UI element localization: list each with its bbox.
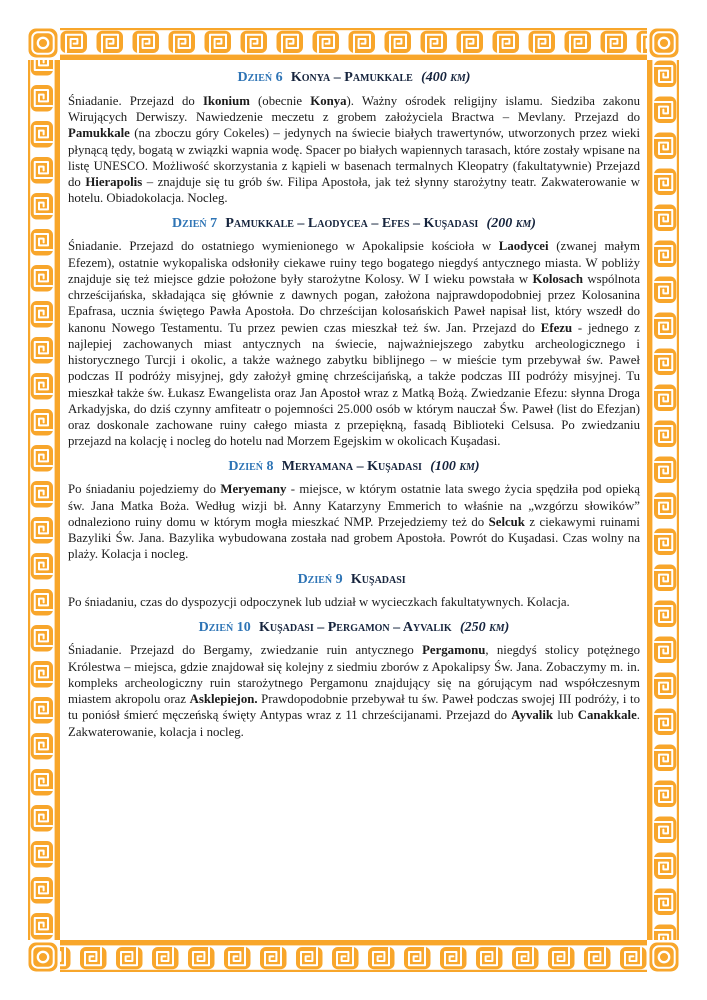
day-paragraph: Śniadanie. Przejazd do Bergamy, zwiedzanie ruin antycznego Pergamonu, niegdyś stolicy potężnego Królestwa – miejsca, gdzie znajdował się kolejny z siedmiu zborów z Apokalipsy Św. Jana. Zobaczymy m. in. kompleks archeologiczny ruin starożytnego Pergamonu znajdujący się na górującym nad współczesnym miastem akropolu oraz Asklepiejon. Prawdopodobnie przebywał tu św. Paweł podczas swojej III podróży, i to tu poniósł śmierć męczeńską święty Antypas wraz z 11 chrześcijanami. Przejazd do Ayvalik lub Canakkale. Zakwaterowanie, kolacja i nocleg.	[68, 643, 640, 739]
itinerary-content	[58, 58, 649, 940]
day-paragraph: Śniadanie. Przejazd do ostatniego wymienionego w Apokalipsie kościoła w Laodycei (zwanej małym Efezem), ostatnie wykopaliska odsłoniły ciekawe ruiny tego bogatego niegdyś antycznego miasta. W pobliży znajduje się też miejsce gdzie położone były starożytne Kolosy. W I wieku powstała w Kolosach wspólnota chrześcijańska, składająca się głównie z dawnych pogan, założona najprawdopodobniej przez Kolosanina Epafrasa, ucznia świętego Pawła Apostoła. Do chrześcijan kolosańskich Paweł napisał list, który wszedł do kanonu Nowego Testamentu. Tu przez pewien czas mieszkał też św. Jan. Przejazd do Efezu - jednego z najlepiej zachowanych miast antycznych na świecie, najważniejszego zabytku archeologicznego i historycznego Turcji i okolic, a także ważnego zabytku biblijnego – w mieście tym przebywał św. Paweł podczas II podróży misyjnej, gdy założył gminę chrześcijańską, a także podczas III podróży misyjnej. Tu mieszkał także św. Łukasz Ewangelista oraz Jan Apostoł wraz z Matką Bożą. Zwiedzanie Efezu: słynna Droga Arkadyjska, do dziś czynny amfiteatr o pojemności 25.000 osób w którym nauczał Św. Paweł (list do Efezjan) oraz doskonale zachowane ruiny całego miasta z przepiękną, fasadą Biblioteki Celsusa. Po zwiedzaniu przejazd na kolację i nocleg do hotelu nad Morzem Egejskim w okolicach Kuşadasi.	[68, 239, 641, 449]
day-label: Dzień 8	[228, 458, 274, 474]
day-paragraph: Po śniadaniu pojedziemy do Meryemany - miejsce, w którym ostatnie lata swego życia spędziła pod opieką św. Jana Matka Boża. Według wizji bł. Anny Katarzyny Emmerich to właśnie na „wzgórzu słowików” odnaleziono ruiny domu w którym mogła mieszkać NMP. Przejedziemy też do Selcuk z ciekawymi ruinami Bazyliki Św. Jana. Bazylika wybudowana została nad grobem Apostoła. Powrót do Kuşadasi. Czas wolny na plaży. Kolacja i nocleg.	[68, 482, 640, 562]
day-heading	[68, 572, 640, 589]
day-paragraph: Śniadanie. Przejazd do Ikonium (obecnie Konya). Ważny ośrodek religijny islamu. Siedziba zakonu Wirujących Derwiszy. Nawiedzenie meczetu z grobem założyciela Bractwa – Mevlany. Przejazd do Pamukkale (na zboczu góry Cokeles) – jedynych na świecie białych trawertynów, utworzonych przez wieki płynącą tędy, bogatą w związki wapnia wodę. Spacer po białych wapiennych tarasach, które zostały wpisane na listę UNESCO. Możliwość skorzystania z kąpieli w basenach termalnych Kleopatry (fakultatywnie) Przejazd do Hierapolis – znajduje się tu grób św. Filipa Apostoła, jak też słynny starożytny teatr. Zakwaterowanie w hotelu. Obiadokolacja. Nocleg.	[68, 93, 641, 206]
day-heading	[68, 459, 640, 476]
day-distance: (200 km)	[486, 215, 536, 231]
day-route: Meryamana – Kuşadasi	[281, 458, 422, 474]
day-heading	[68, 70, 640, 87]
day-distance: (250 km)	[459, 619, 510, 635]
day-label: Dzień 10	[198, 619, 251, 635]
day-distance: (100 km)	[430, 458, 480, 474]
day-label: Dzień 6	[237, 70, 283, 85]
day-label: Dzień 7	[172, 215, 218, 231]
day-heading	[68, 620, 640, 637]
day-distance: (400 km)	[421, 70, 471, 85]
day-route: Kuşadasi – Pergamon – Ayvalik	[258, 619, 452, 635]
day-route: Konya – Pamukkale	[290, 70, 413, 85]
day-paragraph: Po śniadaniu, czas do dyspozycji odpoczynek lub udział w wycieczkach fakultatywnych. Kolacja.	[68, 595, 570, 610]
day-route: Pamukkale – Laodycea – Efes – Kuşadasi	[225, 215, 479, 231]
day-heading	[68, 216, 640, 233]
day-route: Kuşadasi	[350, 571, 406, 587]
day-label: Dzień 9	[297, 571, 343, 587]
